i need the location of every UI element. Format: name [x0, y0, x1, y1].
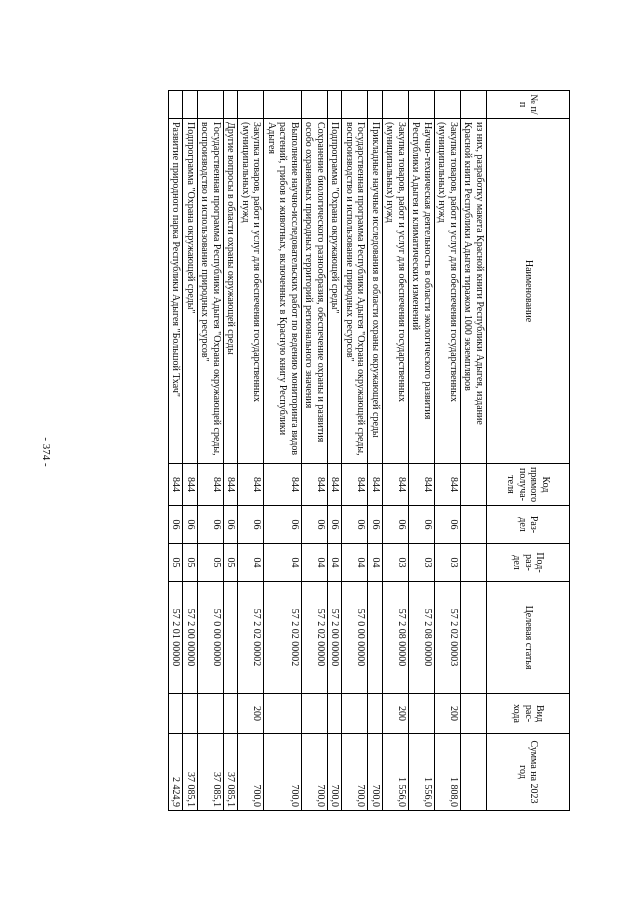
cell-summa: 37 085,1 — [183, 734, 198, 811]
cell-vid — [461, 694, 487, 734]
header-statya: Целевая статья — [487, 582, 570, 694]
cell-kod: 844 — [198, 464, 224, 506]
table-header-row — [487, 91, 570, 811]
cell-name: Закупка товаров, работ и услуг для обеспечения государственных (муниципальных) нужд — [435, 119, 461, 464]
cell-kod: 844 — [383, 464, 409, 506]
cell-vid — [409, 694, 435, 734]
cell-statya — [224, 582, 239, 694]
cell-vid — [342, 694, 368, 734]
cell-statya: 57 0 00 00000 — [198, 582, 224, 694]
cell-summa: 700,0 — [342, 734, 368, 811]
cell-num — [368, 91, 383, 119]
cell-statya: 57 2 08 00000 — [409, 582, 435, 694]
header-razdel: Раз-дел — [487, 506, 570, 544]
cell-vid — [183, 694, 198, 734]
cell-num — [342, 91, 368, 119]
cell-vid — [198, 694, 224, 734]
cell-kod: 844 — [264, 464, 302, 506]
cell-num — [264, 91, 302, 119]
cell-statya: 57 2 02 00000 — [302, 582, 328, 694]
table-row — [264, 91, 302, 811]
cell-razdel — [461, 506, 487, 544]
budget-table — [168, 90, 570, 811]
cell-statya: 57 2 00 00000 — [183, 582, 198, 694]
cell-summa: 37 085,1 — [198, 734, 224, 811]
cell-razdel: 06 — [342, 506, 368, 544]
cell-name: Другие вопросы в области охраны окружающей среды — [224, 119, 239, 464]
cell-razdel: 06 — [238, 506, 264, 544]
cell-summa: 700,0 — [302, 734, 328, 811]
cell-podrazdel: 04 — [368, 544, 383, 582]
cell-statya: 57 2 02 00002 — [264, 582, 302, 694]
cell-num — [409, 91, 435, 119]
cell-kod: 844 — [435, 464, 461, 506]
table-row — [409, 91, 435, 811]
cell-kod: 844 — [368, 464, 383, 506]
cell-name: Научно-техническая деятельность в области экологического развития Республики Адыгея и климатических изменений — [409, 119, 435, 464]
cell-podrazdel: 05 — [183, 544, 198, 582]
cell-num — [198, 91, 224, 119]
cell-podrazdel: 04 — [238, 544, 264, 582]
cell-num — [328, 91, 343, 119]
header-num: № п/п — [487, 91, 570, 119]
cell-name: Развитие природного парка Республики Адыгея "Большой Тхач" — [169, 119, 184, 464]
cell-vid: 200 — [383, 694, 409, 734]
header-kod: Код прямого получа-теля — [487, 464, 570, 506]
cell-name: Выполнение научно-исследовательских работ по ведению мониторинга видов растений, грибов и животных, включенных в Красную книгу Республики Адыгея — [264, 119, 302, 464]
cell-razdel: 06 — [435, 506, 461, 544]
table-row — [368, 91, 383, 811]
cell-summa: 2 424,9 — [169, 734, 184, 811]
cell-name: Закупка товаров, работ и услуг для обеспечения государственных (муниципальных) нужд — [383, 119, 409, 464]
cell-statya: 57 2 02 00002 — [238, 582, 264, 694]
cell-summa: 700,0 — [368, 734, 383, 811]
budget-table-frame — [80, 90, 570, 810]
cell-vid — [169, 694, 184, 734]
cell-summa: 700,0 — [264, 734, 302, 811]
table-row — [328, 91, 343, 811]
cell-statya: 57 2 02 00003 — [435, 582, 461, 694]
cell-kod: 844 — [328, 464, 343, 506]
cell-statya: 57 2 01 00000 — [169, 582, 184, 694]
cell-podrazdel — [461, 544, 487, 582]
cell-num — [383, 91, 409, 119]
cell-num — [183, 91, 198, 119]
cell-vid: 200 — [238, 694, 264, 734]
cell-statya — [461, 582, 487, 694]
table-row — [198, 91, 224, 811]
cell-vid — [328, 694, 343, 734]
header-podrazdel: Под-раз-дел — [487, 544, 570, 582]
table-row — [224, 91, 239, 811]
cell-num — [238, 91, 264, 119]
cell-name: Государственная программа Республики Адыгея "Охрана окружающей среды, воспроизводство и использование природных ресурсов" — [342, 119, 368, 464]
cell-vid — [224, 694, 239, 734]
cell-kod: 844 — [409, 464, 435, 506]
table-row — [238, 91, 264, 811]
cell-razdel: 06 — [169, 506, 184, 544]
cell-razdel: 06 — [264, 506, 302, 544]
cell-vid — [368, 694, 383, 734]
cell-name: Государственная программа Республики Адыгея "Охрана окружающей среды, воспроизводство и использование природных ресурсов" — [198, 119, 224, 464]
header-summa: Сумма на 2023 год — [487, 734, 570, 811]
cell-razdel: 06 — [198, 506, 224, 544]
cell-summa: 1 808,0 — [435, 734, 461, 811]
cell-kod: 844 — [224, 464, 239, 506]
table-row — [302, 91, 328, 811]
table-row — [183, 91, 198, 811]
table-row — [169, 91, 184, 811]
header-vid: Вид рас-хода — [487, 694, 570, 734]
cell-name: Подпрограмма "Охрана окружающей среды" — [328, 119, 343, 464]
cell-kod — [461, 464, 487, 506]
cell-podrazdel: 04 — [302, 544, 328, 582]
cell-razdel: 06 — [409, 506, 435, 544]
cell-podrazdel: 05 — [198, 544, 224, 582]
header-name: Наименование — [487, 119, 570, 464]
cell-kod: 844 — [169, 464, 184, 506]
cell-kod: 844 — [302, 464, 328, 506]
cell-podrazdel: 03 — [409, 544, 435, 582]
cell-razdel: 06 — [224, 506, 239, 544]
cell-summa: 700,0 — [328, 734, 343, 811]
cell-num — [461, 91, 487, 119]
cell-name: Сохранение биологического разнообразия, обеспечение охраны и развития особо охраняемых природных территорий регионального значения — [302, 119, 328, 464]
cell-razdel: 06 — [368, 506, 383, 544]
cell-vid — [264, 694, 302, 734]
cell-razdel: 06 — [302, 506, 328, 544]
cell-num — [169, 91, 184, 119]
cell-vid: 200 — [435, 694, 461, 734]
page-number: - 374 - — [40, 437, 52, 467]
cell-kod: 844 — [183, 464, 198, 506]
cell-statya: 57 2 00 00000 — [328, 582, 343, 694]
cell-podrazdel: 04 — [342, 544, 368, 582]
cell-summa — [461, 734, 487, 811]
cell-podrazdel: 04 — [264, 544, 302, 582]
cell-name: Прикладные научные исследования в области охраны окружающей среды — [368, 119, 383, 464]
cell-summa: 700,0 — [238, 734, 264, 811]
cell-summa: 1 556,0 — [409, 734, 435, 811]
cell-vid — [302, 694, 328, 734]
cell-name: из них, разработку макета Красной книги Республики Адыгея, издание Красной книги Республики Адыгея тиражом 1000 экземпляров — [461, 119, 487, 464]
cell-podrazdel: 03 — [435, 544, 461, 582]
cell-statya: 57 2 08 00000 — [383, 582, 409, 694]
table-row — [383, 91, 409, 811]
cell-summa: 1 556,0 — [383, 734, 409, 811]
cell-razdel: 06 — [383, 506, 409, 544]
cell-podrazdel: 04 — [328, 544, 343, 582]
cell-summa: 37 085,1 — [224, 734, 239, 811]
cell-razdel: 06 — [328, 506, 343, 544]
table-body — [169, 91, 487, 811]
cell-razdel: 06 — [183, 506, 198, 544]
cell-num — [302, 91, 328, 119]
cell-podrazdel: 05 — [224, 544, 239, 582]
cell-name: Подпрограмма "Охрана окружающей среды" — [183, 119, 198, 464]
cell-kod: 844 — [238, 464, 264, 506]
table-row — [342, 91, 368, 811]
cell-name: Закупка товаров, работ и услуг для обеспечения государственных (муниципальных) нужд — [238, 119, 264, 464]
table-row — [435, 91, 461, 811]
cell-podrazdel: 05 — [169, 544, 184, 582]
cell-kod: 844 — [342, 464, 368, 506]
cell-podrazdel: 03 — [383, 544, 409, 582]
cell-statya: 57 0 00 00000 — [342, 582, 368, 694]
cell-num — [224, 91, 239, 119]
cell-statya — [368, 582, 383, 694]
cell-num — [435, 91, 461, 119]
table-row — [461, 91, 487, 811]
